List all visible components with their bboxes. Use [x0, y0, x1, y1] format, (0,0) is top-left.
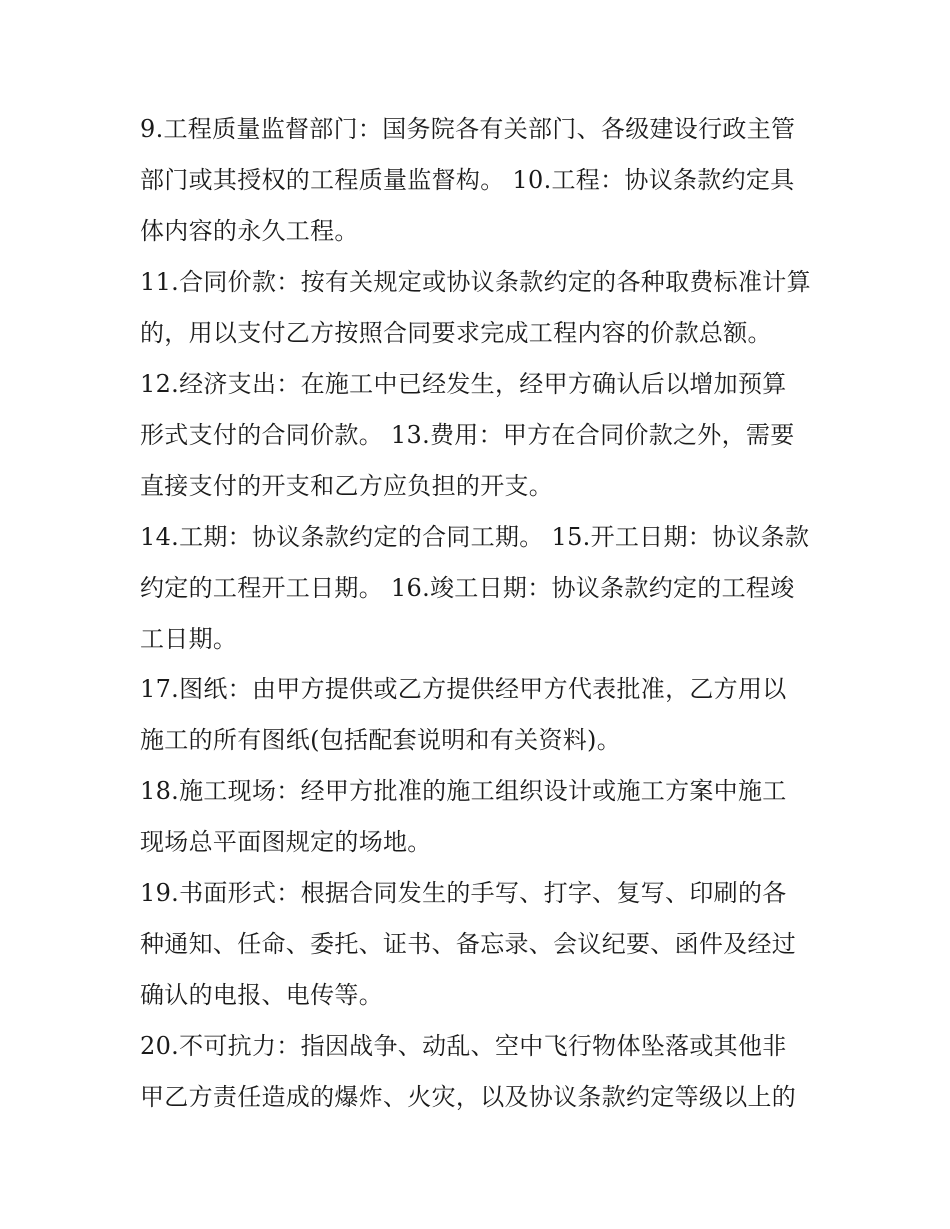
text-line: 19.书面形式：根据合同发生的手写、打字、复写、印刷的各: [140, 879, 787, 907]
text-line: 约定的工程开工日期。 16.竣工日期：协议条款约定的工程竣: [140, 574, 795, 602]
text-line: 11.合同价款：按有关规定或协议条款约定的各种取费标准计算: [140, 268, 811, 296]
text-line: 确认的电报、电传等。: [140, 981, 383, 1009]
text-line: 现场总平面图规定的场地。: [140, 828, 432, 856]
text-line: 12.经济支出：在施工中已经发生，经甲方确认后以增加预算: [140, 370, 787, 398]
text-line: 的，用以支付乙方按照合同要求完成工程内容的价款总额。: [140, 319, 772, 347]
text-line: 18.施工现场：经甲方批准的施工组织设计或施工方案中施工: [140, 777, 787, 805]
text-line: 种通知、任命、委托、证书、备忘录、会议纪要、函件及经过: [140, 930, 797, 958]
text-line: 体内容的永久工程。: [140, 217, 359, 245]
text-line: 20.不可抗力：指因战争、动乱、空中飞行物体坠落或其他非: [140, 1032, 787, 1060]
text-line: 工日期。: [140, 625, 238, 653]
text-line: 14.工期：协议条款约定的合同工期。 15.开工日期：协议条款: [140, 523, 810, 551]
text-line: 施工的所有图纸(包括配套说明和有关资料)。: [140, 726, 622, 754]
text-line: 形式支付的合同价款。 13.费用：甲方在合同价款之外，需要: [140, 421, 795, 449]
text-line: 部门或其授权的工程质量监督构。 10.工程：协议条款约定具: [140, 166, 795, 194]
text-line: 9.工程质量监督部门：国务院各有关部门、各级建设行政主管: [140, 115, 796, 143]
text-line: 甲乙方责任造成的爆炸、火灾，以及协议条款约定等级以上的: [140, 1083, 797, 1111]
text-line: 直接支付的开支和乙方应负担的开支。: [140, 472, 554, 500]
text-line: 17.图纸：由甲方提供或乙方提供经甲方代表批准，乙方用以: [140, 675, 787, 703]
